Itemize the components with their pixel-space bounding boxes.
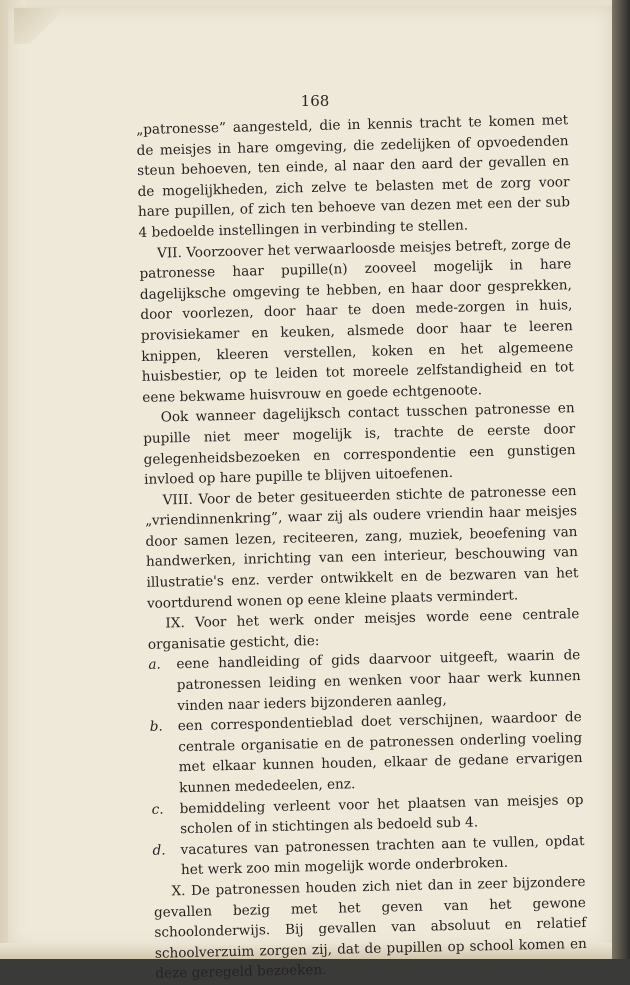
list-item-label: d.: [152, 842, 166, 859]
folded-corner: [14, 8, 64, 44]
page-text: [136, 110, 588, 985]
list-item: [148, 645, 581, 716]
list-item: [149, 707, 584, 799]
list-item-label: c.: [151, 801, 164, 818]
paragraph-vii: VII. Voorzoover het verwaarloosde meisjes betreft, zorge de patronesse haar pupille(n) zooveel mogelijk in hare dagelijksche omgeving te hebben, en haar door gesprekken, door voorlezen, door haar te doen mede-zorgen in huis, provisiekamer en keuken, alsmede door haar te leeren knippen, kleeren verstellen, koken en het algemeene huisbestier, op te leiden tot moreele zelfstandigheid en tot eene bekwame huisvrouw en goede echtgenoote.: [139, 235, 574, 406]
paragraph-vii-followup: Ook wanneer dagelijksch contact tusschen patronesse en pupille niet meer mogelijk is, trachte de eerste door gelegenheidsbezoeken en correspondentie een gunstigen invloed op hare pupille te blijven uitoefenen.: [143, 400, 576, 488]
list-item-text: vacatures van patronessen trachten aan te vullen, opdat het werk zoo min mogelijk worde onderbroken.: [180, 832, 585, 879]
list-item-text: een correspondentieblad doet verschijnen, waardoor de centrale organisatie en de patronessen onderling voeling met elkaar kunnen houden, elkaar de gedane ervarigen kunnen mededeelen, enz.: [177, 709, 583, 797]
paragraph-continuation: „patronesse” aangesteld, die in kennis tracht te komen met de meisjes in hare omgeving, die zedelijken of opvoedenden steun behoeven, ten einde, al naar den aard der gevallen en de mogelijkheden, zich zelve te belasten met de zorg voor hare pupillen, of zich ten behoeve van dezen met een der sub 4 bedoelde instellingen in verbinding te stellen.: [136, 112, 571, 241]
list-item-label: a.: [148, 657, 161, 674]
page-number: 168: [300, 92, 330, 110]
list-item-label: b.: [149, 718, 163, 736]
paragraph-viii: VIII. Voor de beter gesitueerden stichte de patronesse een „vriendinnenkring”, waar zij als oudere vriendin haar meisjes door samen lezen, reciteeren, zang, muziek, beoefening van handwerken, inrichting van een interieur, beschouwing van illustratie's enz. verder ontwikkelt en de bezwaren van het voortdurend wonen op eene kleine plaats vermindert.: [144, 482, 579, 612]
list-ix: [148, 645, 585, 881]
list-item-text: eene handleiding of gids daarvoor uitgeeft, waarin de patronessen leiding en wenken voor haar werk kunnen vinden naar ieders bijzonderen aanleg,: [176, 647, 581, 714]
paragraph-x: X. De patronessen houden zich niet dan in zeer bijzondere gevallen bezig met het geven van het gewone schoolonderwijs. Bij gevallen van absoluut en relatief schoolverzuim zorgen zij, dat de pupillen op school komen en deze geregeld bezoeken.: [153, 873, 587, 983]
list-item-text: bemiddeling verleent voor het plaatsen van meisjes op scholen of in stichtingen als bedoeld sub 4.: [179, 791, 584, 838]
paragraph-ix: IX. Voor het werk onder meisjes worde eene centrale organisatie gesticht, die:: [147, 606, 580, 653]
book-spine: [612, 0, 630, 959]
